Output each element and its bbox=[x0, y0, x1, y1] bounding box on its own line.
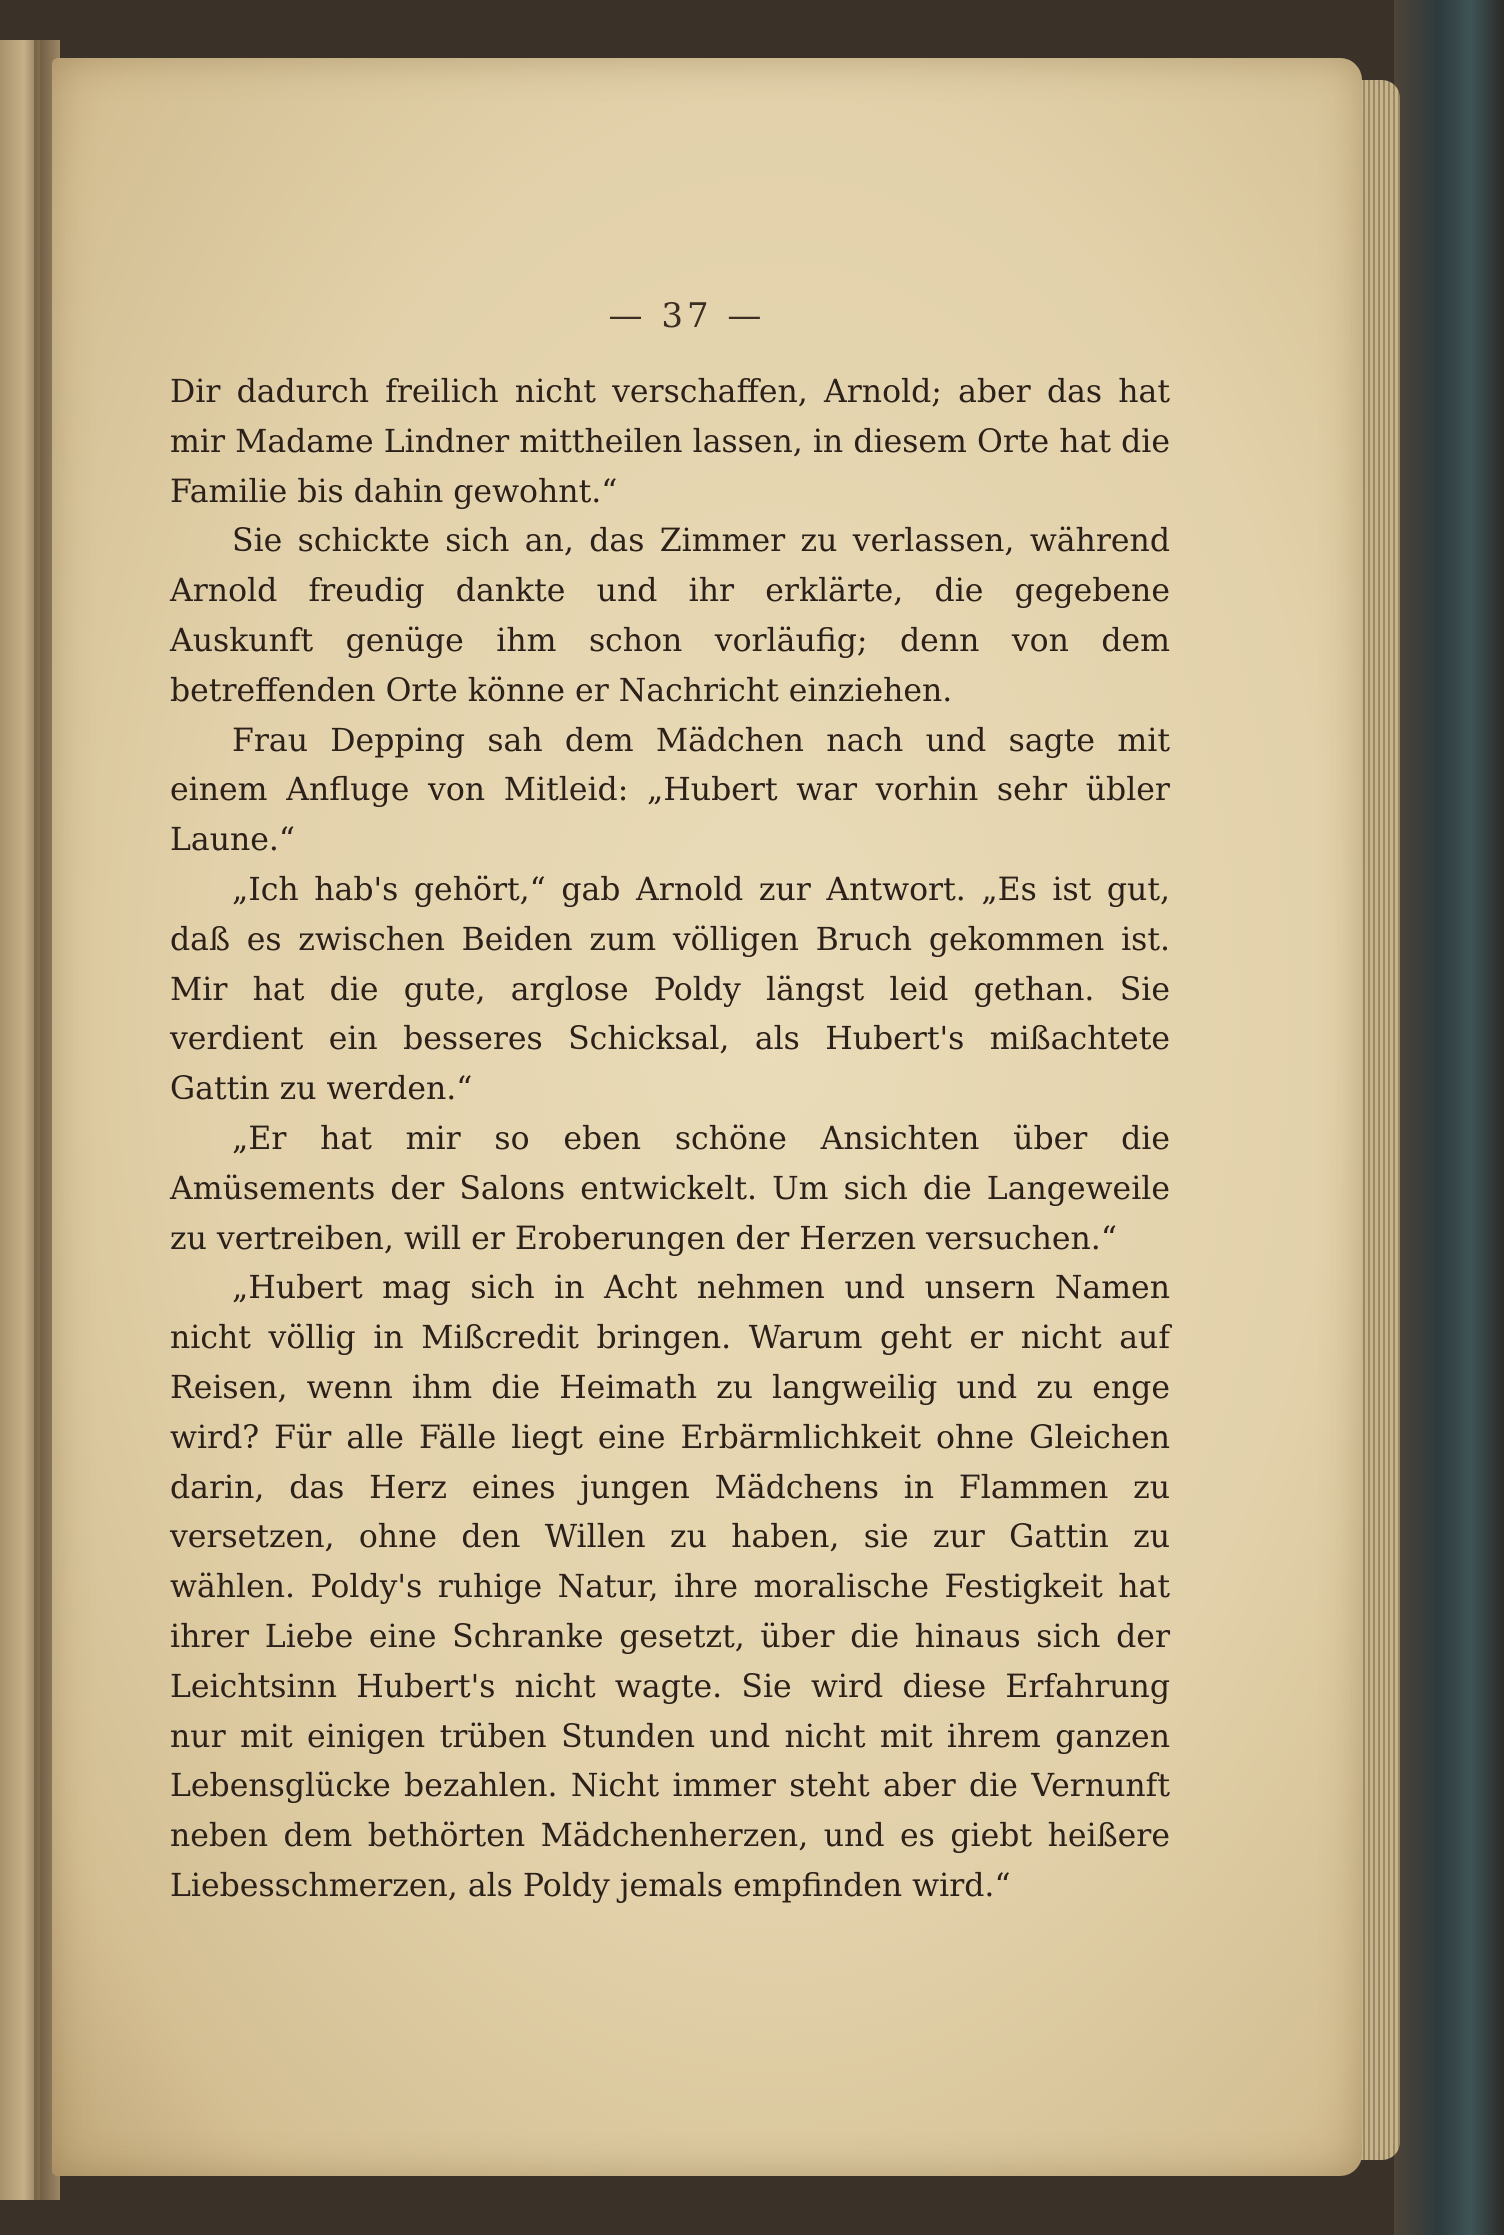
paragraph: „Ich hab's gehört,“ gab Arnold zur Antwort. „Es ist gut, daß es zwischen Beiden zum völligen Bruch gekommen ist. Mir hat die gute, arglose Poldy längst leid gethan. Sie verdient ein besseres Schicksal, als Hubert's mißachtete Gattin zu werden.“ bbox=[170, 871, 1170, 1108]
paragraph: Frau Depping sah dem Mädchen nach und sagte mit einem Anfluge von Mitleid: „Hubert war vorhin sehr übler Laune.“ bbox=[170, 722, 1170, 859]
paragraph: „Hubert mag sich in Acht nehmen und unsern Namen nicht völlig in Mißcredit bringen. Warum geht er nicht auf Reisen, wenn ihm die Heimath zu langweilig und zu enge wird? Für alle Fälle liegt eine Erbärmlichkeit ohne Gleichen darin, das Herz eines jungen Mädchens in Flammen zu versetzen, ohne den Willen zu haben, sie zur Gattin zu wählen. Poldy's ruhige Natur, ihre moralische Festigkeit hat ihrer Liebe eine Schranke gesetzt, über die hinaus sich der Leichtsinn Hubert's nicht wagte. Sie wird diese Erfahrung nur mit einigen trüben Stunden und nicht mit ihrem ganzen Lebensglücke bezahlen. Nicht immer steht aber die Vernunft neben dem bethörten Mädchenherzen, und es giebt heißere Liebesschmerzen, als Poldy jemals empfinden wird.“ bbox=[170, 1270, 1170, 1904]
book-page bbox=[52, 58, 1362, 2176]
paragraph: „Er hat mir so eben schöne Ansichten über die Amüsements der Salons entwickelt. Um sich die Langeweile zu vertreiben, will er Eroberungen der Herzen versuchen.“ bbox=[170, 1120, 1170, 1257]
paragraph: Dir dadurch freilich nicht verschaffen, Arnold; aber das hat mir Madame Lindner mittheilen lassen, in diesem Orte hat die Familie bis dahin gewohnt.“ bbox=[170, 374, 1170, 510]
paragraph: Sie schickte sich an, das Zimmer zu verlassen, während Arnold freudig dankte und ihr erklärte, die gegebene Auskunft genüge ihm schon vorläufig; denn von dem betreffenden Orte könne er Nachricht einziehen. bbox=[170, 523, 1170, 709]
body-text bbox=[170, 368, 1170, 1912]
page-number: — 37 — bbox=[608, 296, 766, 336]
book-cover-edge bbox=[1394, 0, 1504, 2235]
